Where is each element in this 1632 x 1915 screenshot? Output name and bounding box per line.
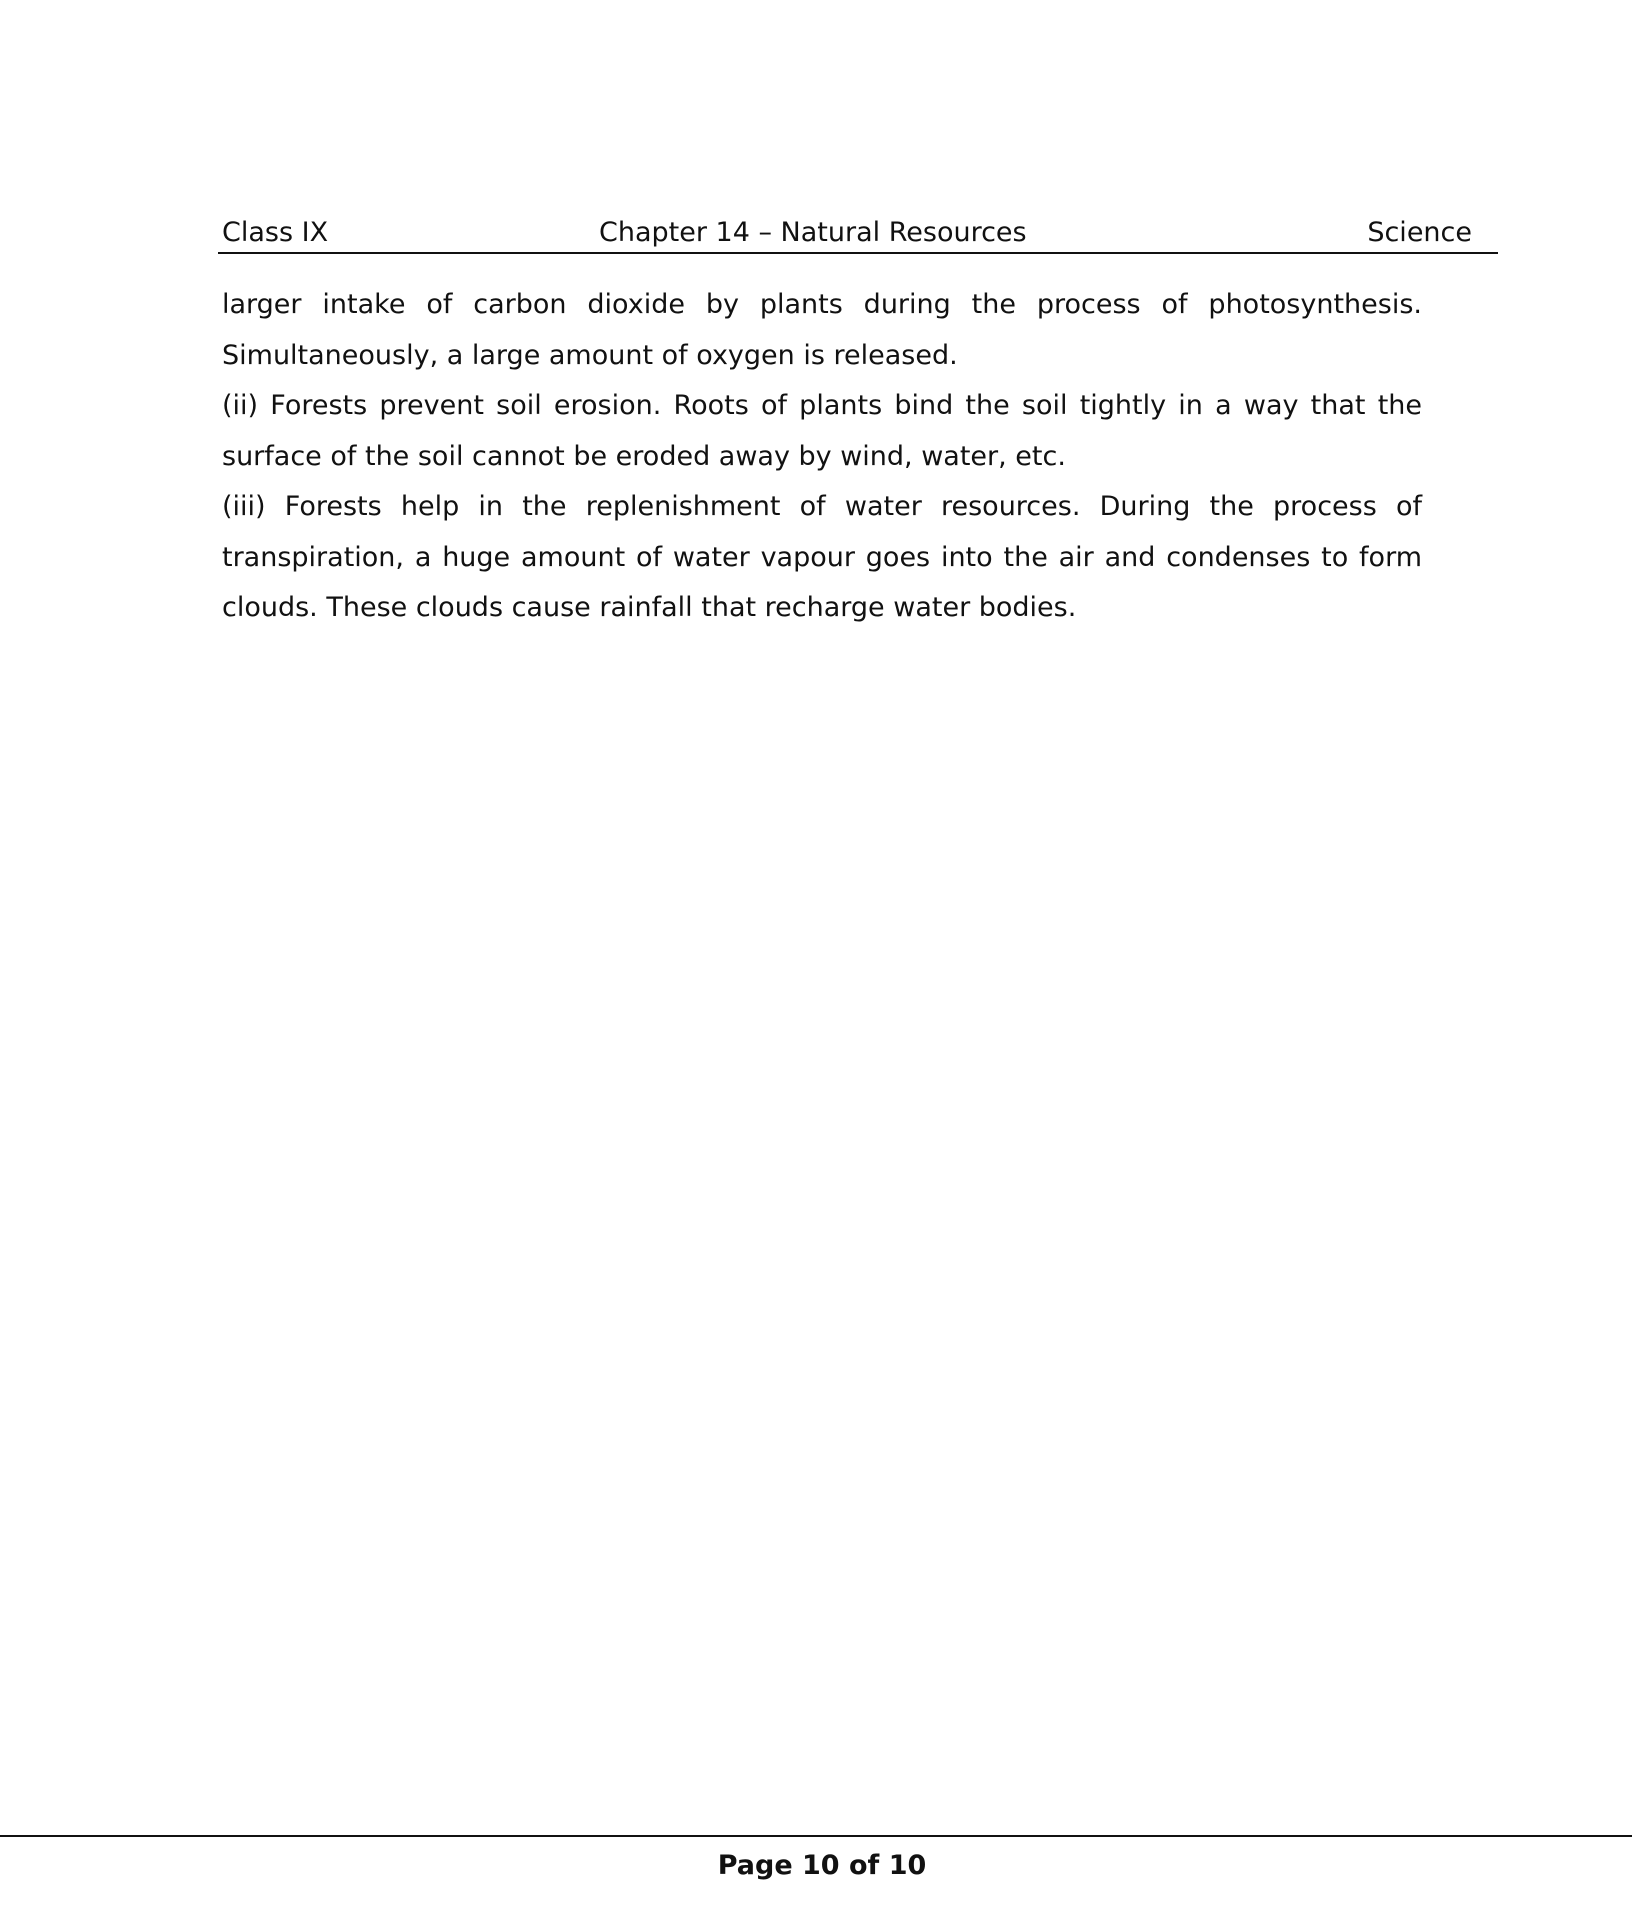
footer-divider [0, 1835, 1632, 1837]
paragraph-photosynthesis: larger intake of carbon dioxide by plants during the process of photosynthesis. Simultaneously, a large amount of oxygen is released. [222, 289, 1422, 371]
paragraph-water-resources: (iii) Forests help in the replenishment of water resources. During the process of transpiration, a huge amount of water vapour goes into the air and condenses to form clouds. These clouds cause rainfall that recharge water bodies. [222, 491, 1422, 623]
header-subject: Science [1367, 217, 1472, 248]
page-header [218, 212, 1498, 254]
paragraph-soil-erosion: (ii) Forests prevent soil erosion. Roots of plants bind the soil tightly in a way that the surface of the soil cannot be eroded away by wind, water, etc. [222, 390, 1422, 472]
page-number: Page 10 of 10 [717, 1850, 927, 1881]
header-chapter-title: Chapter 14 – Natural Resources [599, 217, 1027, 248]
body-text [222, 280, 1422, 634]
header-class: Class IX [222, 217, 329, 248]
